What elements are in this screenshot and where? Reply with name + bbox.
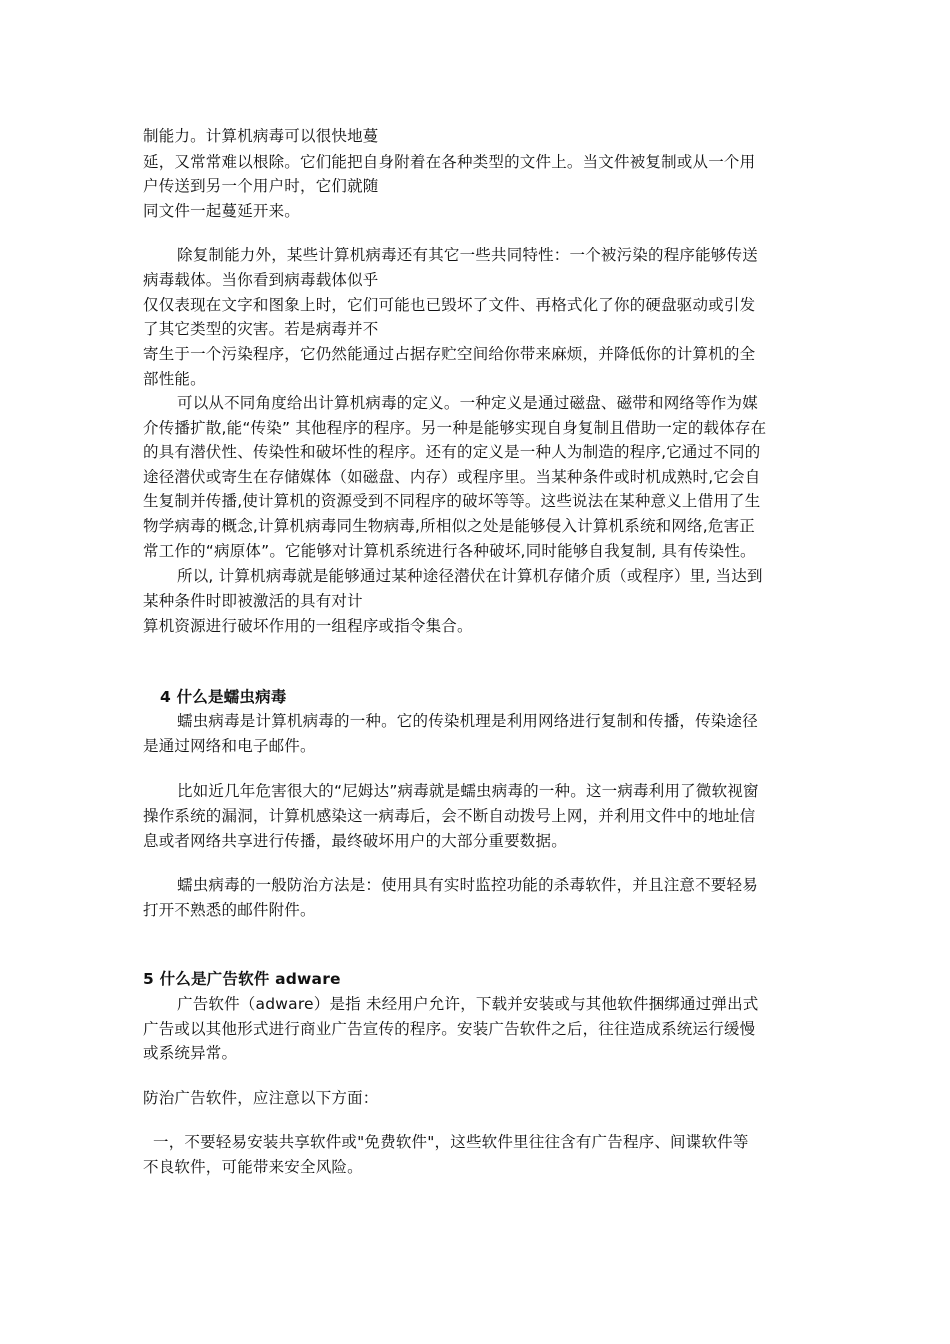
section-5-p3-line-1: 一，不要轻易安装共享软件或"免费软件"，这些软件里往往含有广告程序、间谍软件等: [153, 1133, 749, 1151]
section-4-p1-line-2: 是通过网络和电子邮件。: [143, 737, 316, 755]
paragraph-2-line-6: 部性能。: [143, 370, 206, 388]
section-4-p3-line-2: 打开不熟悉的邮件附件。: [143, 901, 316, 919]
section-4-p2-line-1: 比如近几年危害很大的“尼姆达”病毒就是蠕虫病毒的一种。这一病毒利用了微软视窗: [177, 782, 759, 800]
section-4-p2-line-2: 操作系统的漏洞，计算机感染这一病毒后，会不断自动拨号上网，并利用文件中的地址信: [143, 807, 756, 825]
paragraph-4-line-1: 所以, 计算机病毒就是能够通过某种途径潜伏在计算机存储介质（或程序）里, 当达到: [177, 567, 763, 585]
paragraph-1-line-2: 延，又常常难以根除。它们能把自身附着在各种类型的文件上。当文件被复制或从一个用: [143, 153, 756, 171]
paragraph-2-line-1: 除复制能力外，某些计算机病毒还有其它一些共同特性：一个被污染的程序能够传送: [177, 246, 758, 264]
section-5-p1-line-3: 或系统异常。: [143, 1044, 238, 1062]
paragraph-3-line-6: 物学病毒的概念,计算机病毒同生物病毒,所相似之处是能够侵入计算机系统和网络,危害正: [143, 517, 755, 535]
paragraph-1-line-3: 户传送到另一个用户时，它们就随: [143, 177, 379, 195]
paragraph-3-line-7: 常工作的“病原体”。它能够对计算机系统进行各种破坏,同时能够自我复制, 具有传染性。: [143, 542, 756, 560]
paragraph-4-line-3: 算机资源进行破坏作用的一组程序或指令集合。: [143, 617, 473, 635]
section-4-heading: 4 什么是蠕虫病毒: [160, 688, 287, 706]
section-5-p1-line-2: 广告或以其他形式进行商业广告宣传的程序。安装广告软件之后，往往造成系统运行缓慢: [143, 1020, 756, 1038]
paragraph-4-line-2: 某种条件时即被激活的具有对计: [143, 592, 363, 610]
paragraph-3-line-2: 介传播扩散,能“传染” 其他程序的程序。另一种是能够实现自身复制且借助一定的载体存在: [143, 419, 767, 437]
paragraph-3-line-1: 可以从不同角度给出计算机病毒的定义。一种定义是通过磁盘、磁带和网络等作为媒: [177, 394, 758, 412]
paragraph-1-line-4: 同文件一起蔓延开来。: [143, 202, 301, 220]
section-5-p1-line-1: 广告软件（adware）是指 未经用户允许，下载并安装或与其他软件捆绑通过弹出式: [177, 995, 759, 1013]
paragraph-3-line-3: 的具有潜伏性、传染性和破坏性的程序。还有的定义是一种人为制造的程序,它通过不同的: [143, 443, 761, 461]
paragraph-2-line-5: 寄生于一个污染程序，它仍然能通过占据存贮空间给你带来麻烦，并降低你的计算机的全: [143, 345, 756, 363]
paragraph-3-line-5: 生复制并传播,使计算机的资源受到不同程序的破坏等等。这些说法在某种意义上借用了生: [143, 492, 761, 510]
section-5-p3-line-2: 不良软件，可能带来安全风险。: [143, 1158, 363, 1176]
paragraph-3-line-4: 途径潜伏或寄生在存储媒体（如磁盘、内存）或程序里。当某种条件或时机成熟时,它会自: [143, 468, 761, 486]
section-4-p2-line-3: 息或者网络共享进行传播，最终破坏用户的大部分重要数据。: [143, 832, 567, 850]
section-5-heading: 5 什么是广告软件 adware: [143, 970, 341, 988]
section-4-p1-line-1: 蠕虫病毒是计算机病毒的一种。它的传染机理是利用网络进行复制和传播，传染途径: [177, 712, 758, 730]
paragraph-2-line-2: 病毒载体。当你看到病毒载体似乎: [143, 271, 379, 289]
section-5-p2-line-1: 防治广告软件，应注意以下方面：: [143, 1089, 379, 1107]
paragraph-2-line-4: 了其它类型的灾害。若是病毒并不: [143, 320, 379, 338]
paragraph-2-line-3: 仅仅表现在文字和图象上时，它们可能也已毁坏了文件、再格式化了你的硬盘驱动或引发: [143, 296, 756, 314]
section-4-p3-line-1: 蠕虫病毒的一般防治方法是：使用具有实时监控功能的杀毒软件，并且注意不要轻易: [177, 876, 758, 894]
paragraph-1-line-1: 制能力。计算机病毒可以很快地蔓: [143, 127, 379, 145]
